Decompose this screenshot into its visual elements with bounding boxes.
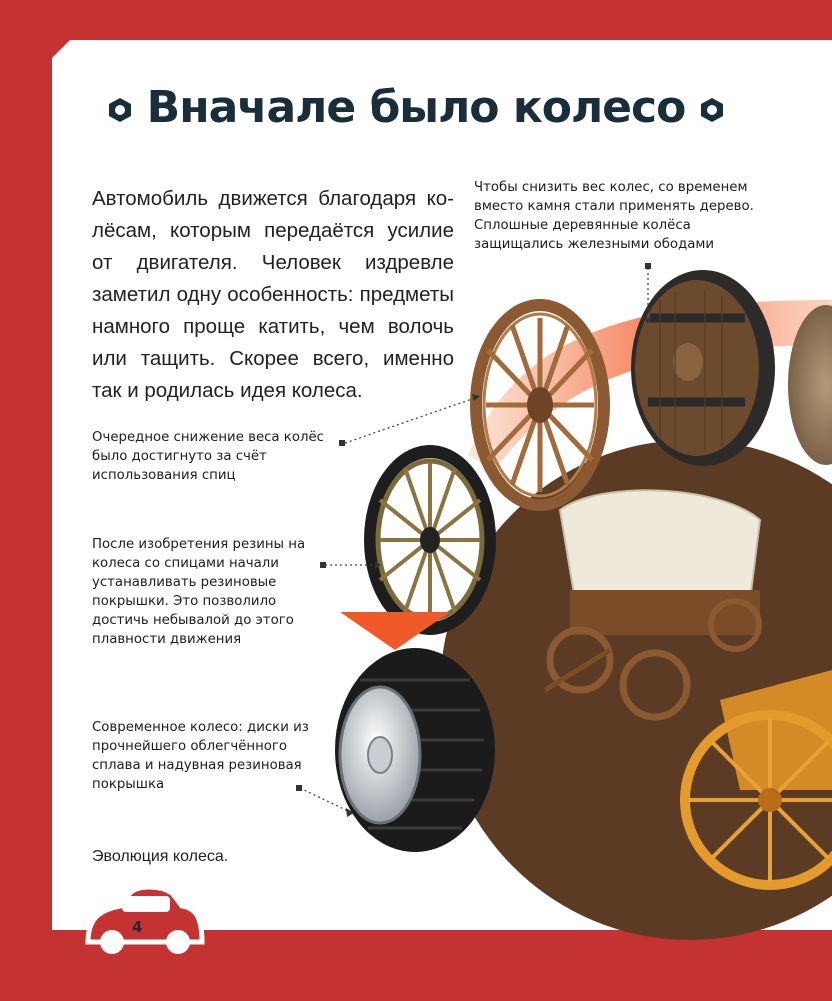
page-title: [0, 82, 832, 133]
rubber-spoked-wheel: [364, 445, 496, 635]
caption-modern-wheel: Современное колесо: диски из прочнейшего облегчённого сплава и надувная резиновая покрышка: [92, 720, 309, 792]
wooden-spoked-wheel: [476, 305, 604, 505]
caption-wooden-wheel: Чтобы снизить вес колес, со временем вместо камня стали применять дерево. Сплошные деревянные колёса защищались железными ободами: [474, 180, 754, 252]
modern-wheel: [335, 648, 495, 852]
title-text: Вначале было колесо: [146, 82, 686, 133]
caption-rubber-tyre: После изобретения резины на колеса со спицами начали устанавливать резиновые покрышки. Это позволило достичь небывалой до этого плавности движения: [92, 537, 306, 647]
solid-wooden-wheel: [631, 270, 775, 466]
car-page-badge: [88, 887, 202, 954]
intro-paragraph: Автомобиль движется благодаря ко-лёсам, которым передаётся усилие от двигателя. Человек издревле заметил одну особенность: предметы намного проще катить, чем волочь или тащить. Скорее всего, именно так и родилась идея колеса.: [92, 187, 454, 402]
caption-spoked-wheel: Очередное снижение веса колёс было достигнуто за счёт использования спиц: [92, 430, 324, 483]
hex-bolt-icon: [107, 97, 133, 123]
hex-bolt-icon: [699, 97, 725, 123]
page-number: 4: [132, 918, 143, 936]
figure-caption: Эволюция колеса.: [92, 848, 229, 865]
